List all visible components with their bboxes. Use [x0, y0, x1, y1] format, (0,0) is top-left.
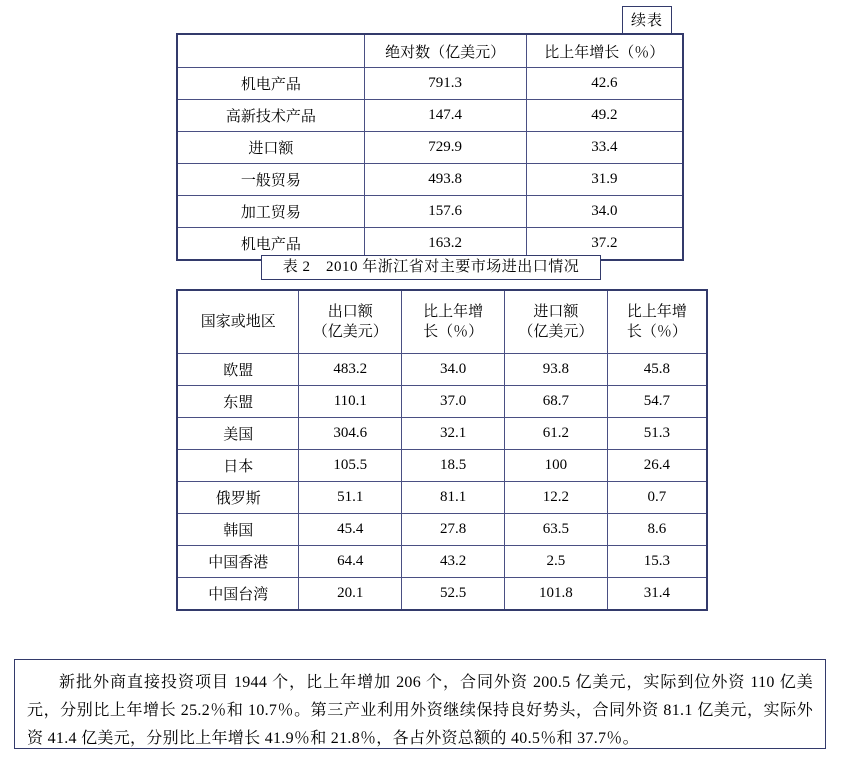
table-row [177, 132, 683, 164]
table-row [177, 578, 707, 611]
table-2-cell: 64.4 [299, 546, 402, 578]
table-2-cell: 105.5 [299, 450, 402, 482]
table-2-cell: 32.1 [402, 418, 505, 450]
table-2-cell: 45.8 [607, 354, 707, 386]
table-row [177, 34, 683, 68]
table-2-cell: 15.3 [607, 546, 707, 578]
table-2-cell: 43.2 [402, 546, 505, 578]
table-1-cell: 493.8 [364, 164, 526, 196]
table-2-header-2: 比上年增 长（％） [402, 290, 505, 354]
table-1-header-2: 比上年增长（％） [526, 34, 683, 68]
table-1 [176, 33, 684, 261]
table-2-cell: 中国香港 [177, 546, 299, 578]
table-2-header-0: 国家或地区 [177, 290, 299, 354]
table-2-cell: 61.2 [505, 418, 608, 450]
table-1-header-1: 绝对数（亿美元） [364, 34, 526, 68]
table-2-header-3: 进口额 （亿美元） [505, 290, 608, 354]
continued-table-label: 续表 [622, 6, 672, 34]
table-2-cell: 37.0 [402, 386, 505, 418]
paragraph-box [14, 659, 826, 749]
table-1-cell: 729.9 [364, 132, 526, 164]
table-2-container [176, 289, 708, 611]
table-2-header-1: 出口额 （亿美元） [299, 290, 402, 354]
table-2-cell: 0.7 [607, 482, 707, 514]
table-1-container [176, 33, 684, 261]
table-1-cell: 加工贸易 [177, 196, 364, 228]
table-row [177, 196, 683, 228]
table-2-header-4: 比上年增 长（％） [607, 290, 707, 354]
table-1-cell: 157.6 [364, 196, 526, 228]
table-row [177, 68, 683, 100]
table-2-cell: 8.6 [607, 514, 707, 546]
table-row [177, 418, 707, 450]
table-2-cell: 100 [505, 450, 608, 482]
table-2-cell: 31.4 [607, 578, 707, 611]
table-1-cell: 机电产品 [177, 68, 364, 100]
table-row [177, 354, 707, 386]
table-2 [176, 289, 708, 611]
table-row [177, 386, 707, 418]
table-2-cell: 483.2 [299, 354, 402, 386]
table-row [177, 164, 683, 196]
table-2-cell: 54.7 [607, 386, 707, 418]
table-1-cell: 进口额 [177, 132, 364, 164]
table-2-cell: 中国台湾 [177, 578, 299, 611]
table-1-cell: 34.0 [526, 196, 683, 228]
table-1-cell: 147.4 [364, 100, 526, 132]
table-2-cell: 63.5 [505, 514, 608, 546]
table-1-cell: 31.9 [526, 164, 683, 196]
table-2-cell: 101.8 [505, 578, 608, 611]
table-2-cell: 34.0 [402, 354, 505, 386]
table-1-cell: 42.6 [526, 68, 683, 100]
table-row [177, 482, 707, 514]
table-row [177, 100, 683, 132]
table-1-cell: 791.3 [364, 68, 526, 100]
table-row [177, 450, 707, 482]
table-2-cell: 韩国 [177, 514, 299, 546]
table-2-cell: 68.7 [505, 386, 608, 418]
table-2-cell: 26.4 [607, 450, 707, 482]
table-2-cell: 俄罗斯 [177, 482, 299, 514]
table-2-cell: 美国 [177, 418, 299, 450]
table-row [177, 514, 707, 546]
table-1-header-0 [177, 34, 364, 68]
table-1-cell: 33.4 [526, 132, 683, 164]
table-1-cell: 一般贸易 [177, 164, 364, 196]
table-2-cell: 304.6 [299, 418, 402, 450]
table-2-cell: 18.5 [402, 450, 505, 482]
table-2-cell: 110.1 [299, 386, 402, 418]
table-2-cell: 51.3 [607, 418, 707, 450]
table-1-cell: 高新技术产品 [177, 100, 364, 132]
table-2-cell: 欧盟 [177, 354, 299, 386]
table-1-cell: 163.2 [364, 228, 526, 261]
body-paragraph: 新批外商直接投资项目 1944 个，比上年增加 206 个，合同外资 200.5 亿美元，实际到位外资 110 亿美元，分别比上年增长 25.2％和 10.7％。第三产业利用外资继续保持良好势头，合同外资 81.1 亿美元，实际外资 41.4 亿美元，分别比上年增长 41.9％和 21.8％，各占外资总额的 40.5％和 37.7％。 [27, 674, 813, 747]
table-2-cell: 日本 [177, 450, 299, 482]
table-1-cell: 37.2 [526, 228, 683, 261]
table-2-cell: 45.4 [299, 514, 402, 546]
table-2-cell: 51.1 [299, 482, 402, 514]
table-row [177, 290, 707, 354]
table-2-caption: 表 2 2010 年浙江省对主要市场进出口情况 [261, 255, 601, 280]
table-2-cell: 81.1 [402, 482, 505, 514]
table-2-cell: 20.1 [299, 578, 402, 611]
table-2-cell: 东盟 [177, 386, 299, 418]
table-2-cell: 2.5 [505, 546, 608, 578]
table-2-cell: 93.8 [505, 354, 608, 386]
table-1-cell: 49.2 [526, 100, 683, 132]
table-1-cell: 机电产品 [177, 228, 364, 261]
table-2-cell: 27.8 [402, 514, 505, 546]
table-2-cell: 12.2 [505, 482, 608, 514]
table-2-cell: 52.5 [402, 578, 505, 611]
table-row [177, 546, 707, 578]
